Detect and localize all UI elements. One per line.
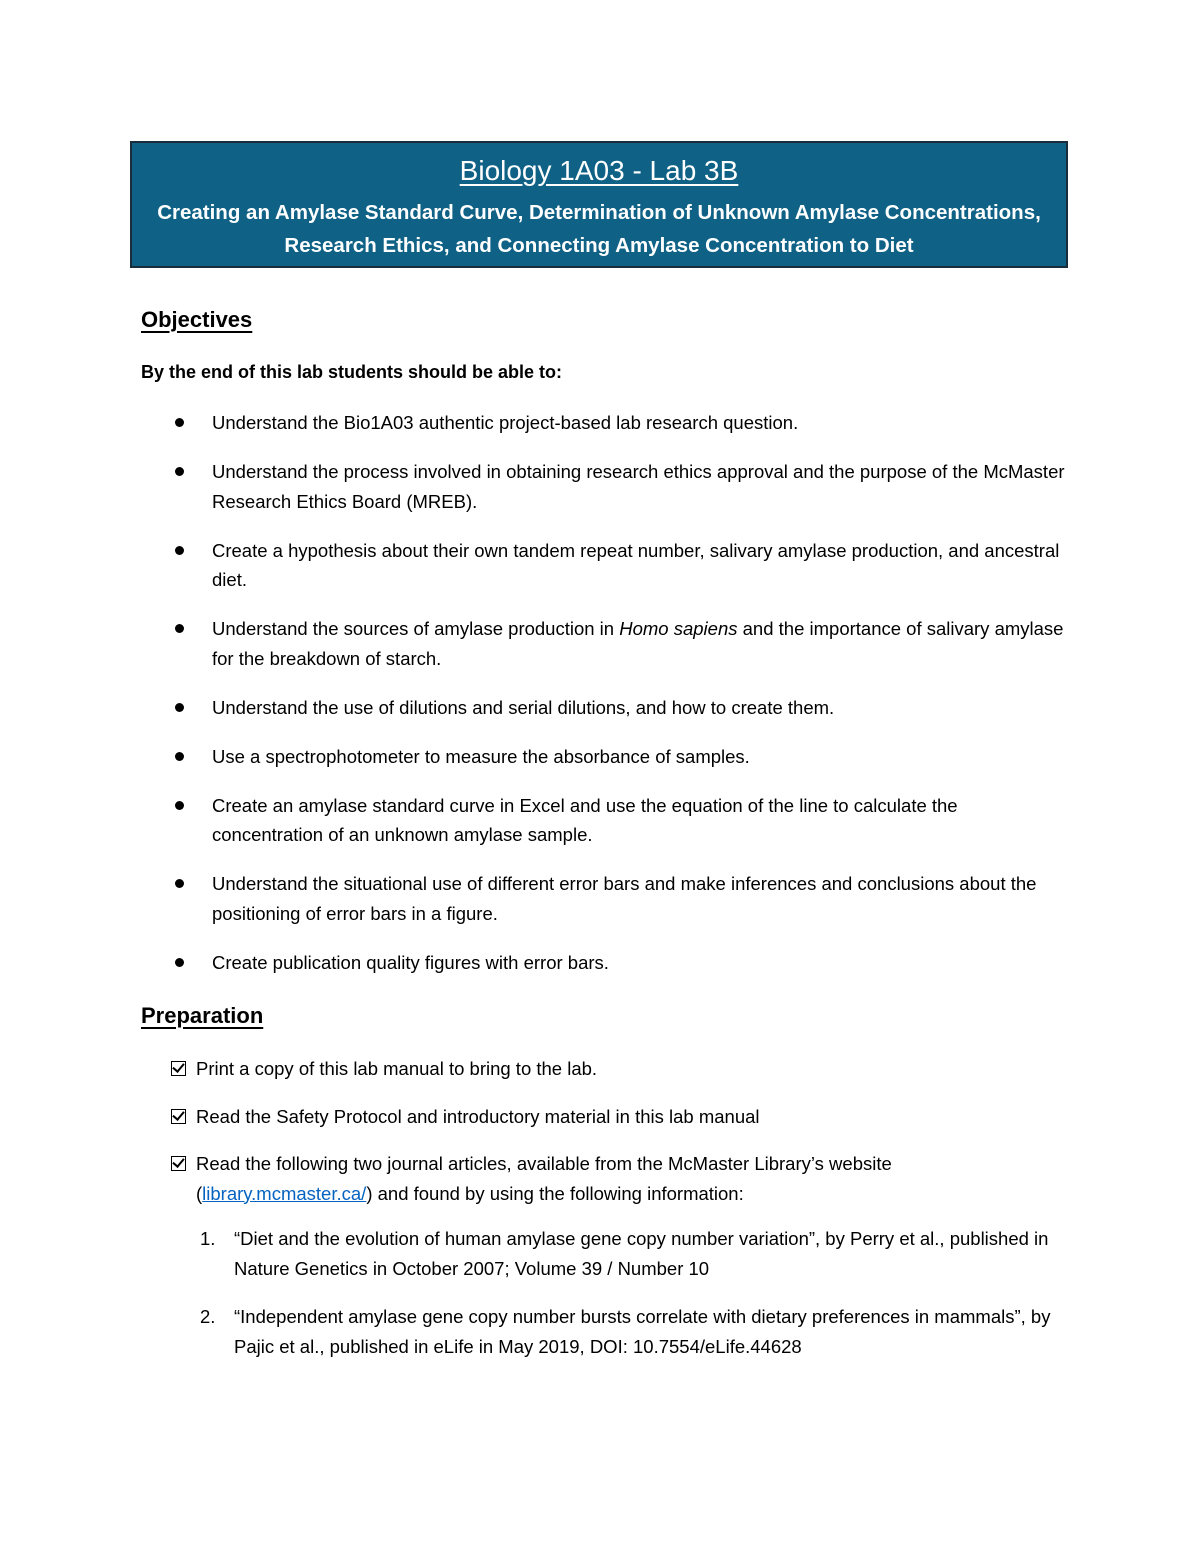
objective-text: Create publication quality figures with error bars. xyxy=(212,951,609,973)
reference-number: 1. xyxy=(200,1228,216,1249)
document-subtitle: Creating an Amylase Standard Curve, Determination of Unknown Amylase Concentrations, Research Ethics, and Connecting Amylase Concentration to Diet xyxy=(157,201,1041,257)
objective-text: Understand the process involved in obtaining research ethics approval and the purpose of the McMaster Research Ethics Board (MREB). xyxy=(212,461,1065,512)
species-name: Homo sapiens xyxy=(619,618,738,639)
bullet-icon xyxy=(175,958,184,967)
paren-open: ( xyxy=(196,1182,203,1204)
objectives-intro: By the end of this lab students should be able to: xyxy=(141,362,563,382)
list-item xyxy=(170,614,1070,673)
objectives-heading: Objectives xyxy=(141,307,253,332)
reference-item xyxy=(200,1224,1084,1283)
objective-text: Understand the situational use of different error bars and make inferences and conclusions about the positioning of error bars in a figure. xyxy=(212,873,1037,924)
list-item xyxy=(170,536,1070,595)
list-item xyxy=(170,693,1070,723)
library-link[interactable]: library.mcmaster.ca/ xyxy=(202,1182,367,1204)
checklist-item xyxy=(170,1054,1070,1084)
reference-text: “Diet and the evolution of human amylase gene copy number variation”, by Perry et al., published in Nature Genetics in October 2007; Volume 39 / Number 10 xyxy=(234,1228,1049,1279)
bullet-icon xyxy=(175,752,184,761)
objective-text-after: and the importance of salivary amylase for the breakdown of starch. xyxy=(212,618,1064,669)
objective-text: Understand the Bio1A03 authentic project-based lab research question. xyxy=(212,412,799,433)
preparation-heading: Preparation xyxy=(141,1003,264,1028)
objectives-list xyxy=(170,408,1070,997)
objective-text: Create an amylase standard curve in Excel and use the equation of the line to calculate the concentration of an unknown amylase sample. xyxy=(212,794,958,845)
checklist-item xyxy=(170,1149,1070,1361)
checklist-item xyxy=(170,1102,1070,1132)
reference-text: “Independent amylase gene copy number bursts correlate with dietary preferences in mammals”, by Pajic et al., published in eLife in May 2019, DOI: 10.7554/eLife.44628 xyxy=(234,1306,1051,1357)
objective-text-before: Understand the sources of amylase production in xyxy=(212,618,620,639)
checklist-text: Read the Safety Protocol and introductory material in this lab manual xyxy=(196,1105,760,1127)
checked-checkbox-icon xyxy=(171,1061,186,1076)
checked-checkbox-icon xyxy=(171,1109,186,1124)
list-item xyxy=(170,869,1070,928)
list-item xyxy=(170,791,1070,850)
bullet-icon xyxy=(175,801,184,810)
reference-item xyxy=(200,1302,1084,1361)
list-item xyxy=(170,408,1070,438)
bullet-icon xyxy=(175,879,184,888)
objective-text: Create a hypothesis about their own tandem repeat number, salivary amylase production, and ancestral diet. xyxy=(212,539,1060,590)
bullet-icon xyxy=(175,546,184,555)
objective-text: Understand the use of dilutions and serial dilutions, and how to create them. xyxy=(212,696,835,718)
bullet-icon xyxy=(175,624,184,633)
list-item xyxy=(170,742,1070,772)
list-item xyxy=(170,457,1070,516)
bullet-icon xyxy=(175,418,184,427)
checked-checkbox-icon xyxy=(171,1156,186,1171)
checklist-text: Read the following two journal articles, available from the McMaster Library’s website xyxy=(196,1153,892,1174)
bullet-icon xyxy=(175,703,184,712)
reference-number: 2. xyxy=(200,1306,216,1327)
checklist-text: Print a copy of this lab manual to bring to the lab. xyxy=(196,1058,598,1079)
objective-text: Use a spectrophotometer to measure the absorbance of samples. xyxy=(212,745,750,767)
list-item xyxy=(170,948,1070,978)
document-title: Biology 1A03 - Lab 3B xyxy=(459,155,739,186)
preparation-list xyxy=(170,1054,1070,1380)
checklist-text-cont: ) and found by using the following information: xyxy=(366,1182,744,1204)
bullet-icon xyxy=(175,467,184,476)
title-banner xyxy=(130,141,1068,268)
reference-list xyxy=(196,1224,1070,1361)
